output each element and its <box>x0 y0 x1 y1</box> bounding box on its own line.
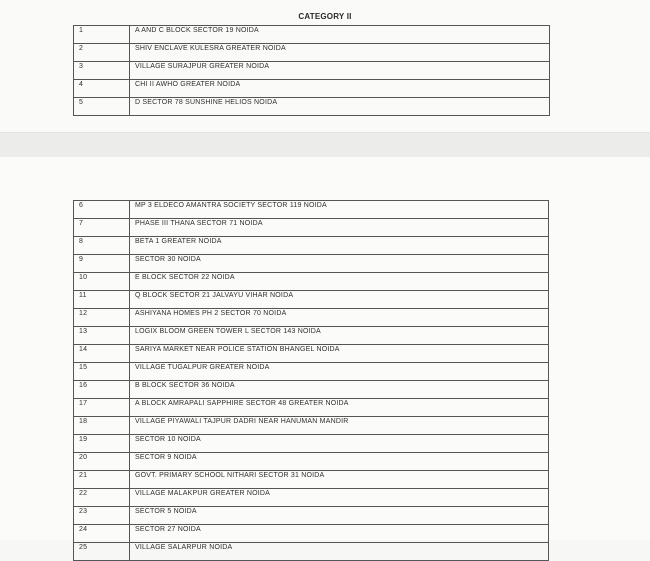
row-number: 8 <box>74 237 130 255</box>
category-title: CATEGORY II <box>298 12 352 21</box>
table-row <box>74 507 549 525</box>
row-location: LOGIX BLOOM GREEN TOWER L SECTOR 143 NOIDA <box>130 327 549 345</box>
row-number: 15 <box>74 363 130 381</box>
row-location: B BLOCK SECTOR 36 NOIDA <box>130 381 549 399</box>
table-row <box>74 363 549 381</box>
table-row <box>74 489 549 507</box>
table-row <box>74 26 550 44</box>
location-table-1 <box>73 25 550 116</box>
row-number: 23 <box>74 507 130 525</box>
document-page-1 <box>0 0 650 133</box>
row-location: Q BLOCK SECTOR 21 JALVAYU VIHAR NOIDA <box>130 291 549 309</box>
table-row <box>74 399 549 417</box>
table-row <box>74 381 549 399</box>
table-row <box>74 201 549 219</box>
row-location: SECTOR 30 NOIDA <box>130 255 549 273</box>
row-location: VILLAGE PIYAWALI TAJPUR DADRI NEAR HANUMAN MANDIR <box>130 417 549 435</box>
document-page-2 <box>0 157 650 551</box>
table-row <box>74 471 549 489</box>
row-number: 12 <box>74 309 130 327</box>
row-location: A AND C BLOCK SECTOR 19 NOIDA <box>130 26 550 44</box>
row-number: 16 <box>74 381 130 399</box>
row-location: SECTOR 10 NOIDA <box>130 435 549 453</box>
row-location: MP 3 ELDECO AMANTRA SOCIETY SECTOR 119 NOIDA <box>130 201 549 219</box>
row-location: SARIYA MARKET NEAR POLICE STATION BHANGEL NOIDA <box>130 345 549 363</box>
row-number: 19 <box>74 435 130 453</box>
table-row <box>74 345 549 363</box>
row-location: SECTOR 9 NOIDA <box>130 453 549 471</box>
row-number: 13 <box>74 327 130 345</box>
table-row <box>74 80 550 98</box>
row-location: E BLOCK SECTOR 22 NOIDA <box>130 273 549 291</box>
table-row <box>74 44 550 62</box>
table-row <box>74 309 549 327</box>
row-location: BETA 1 GREATER NOIDA <box>130 237 549 255</box>
row-location: VILLAGE SURAJPUR GREATER NOIDA <box>130 62 550 80</box>
row-number: 11 <box>74 291 130 309</box>
table-row <box>74 417 549 435</box>
row-location: ASHIYANA HOMES PH 2 SECTOR 70 NOIDA <box>130 309 549 327</box>
location-table-2 <box>73 200 549 561</box>
row-number: 5 <box>74 98 130 116</box>
table-row <box>74 435 549 453</box>
row-number: 25 <box>74 543 130 561</box>
row-number: 9 <box>74 255 130 273</box>
row-location: GOVT. PRIMARY SCHOOL NITHARI SECTOR 31 NOIDA <box>130 471 549 489</box>
row-location: A BLOCK AMRAPALI SAPPHIRE SECTOR 48 GREATER NOIDA <box>130 399 549 417</box>
row-number: 22 <box>74 489 130 507</box>
row-location: VILLAGE MALAKPUR GREATER NOIDA <box>130 489 549 507</box>
table-row <box>74 327 549 345</box>
table-row <box>74 219 549 237</box>
row-number: 18 <box>74 417 130 435</box>
row-number: 1 <box>74 26 130 44</box>
row-location: SECTOR 27 NOIDA <box>130 525 549 543</box>
row-location: SHIV ENCLAVE KULESRA GREATER NOIDA <box>130 44 550 62</box>
page-gap <box>0 133 650 157</box>
table-row <box>74 255 549 273</box>
row-number: 10 <box>74 273 130 291</box>
table-row <box>74 98 550 116</box>
table-row <box>74 543 549 561</box>
row-number: 14 <box>74 345 130 363</box>
table-row <box>74 291 549 309</box>
table-row <box>74 453 549 471</box>
row-location: VILLAGE TUGALPUR GREATER NOIDA <box>130 363 549 381</box>
table-row <box>74 237 549 255</box>
row-number: 3 <box>74 62 130 80</box>
row-number: 7 <box>74 219 130 237</box>
table-row <box>74 62 550 80</box>
row-number: 4 <box>74 80 130 98</box>
row-number: 24 <box>74 525 130 543</box>
row-number: 17 <box>74 399 130 417</box>
table-row <box>74 273 549 291</box>
row-location: PHASE III THANA SECTOR 71 NOIDA <box>130 219 549 237</box>
row-number: 21 <box>74 471 130 489</box>
row-number: 2 <box>74 44 130 62</box>
row-location: SECTOR 5 NOIDA <box>130 507 549 525</box>
row-location: D SECTOR 78 SUNSHINE HELIOS NOIDA <box>130 98 550 116</box>
row-number: 20 <box>74 453 130 471</box>
row-location: VILLAGE SALARPUR NOIDA <box>130 543 549 561</box>
row-location: CHI II AWHO GREATER NOIDA <box>130 80 550 98</box>
row-number: 6 <box>74 201 130 219</box>
